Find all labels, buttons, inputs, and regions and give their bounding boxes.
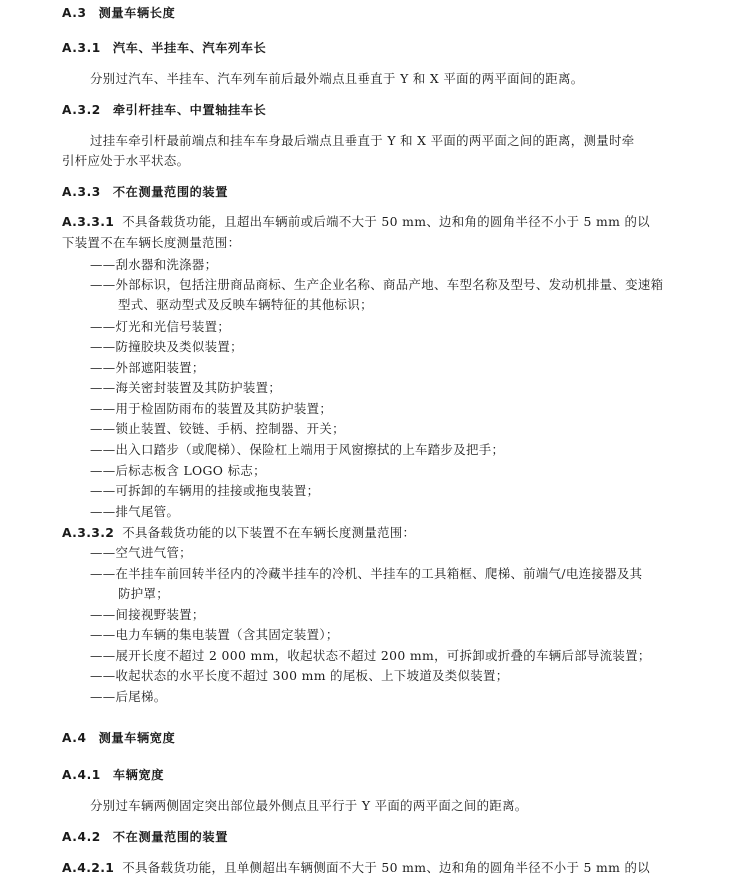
list-item: ——用于检固防雨布的装置及其防护装置； bbox=[90, 401, 333, 416]
list-item: ——展开长度不超过 2 000 mm，收起状态不超过 200 mm，可拆卸或折叠的车辆后部导流装置； bbox=[90, 648, 651, 663]
section-heading-a4 bbox=[62, 729, 175, 747]
list-item: ——出入口踏步（或爬梯）、保险杠上端用于风窗擦拭的上车踏步及把手； bbox=[90, 442, 505, 457]
clause-number: A.3.3.1 bbox=[62, 214, 115, 229]
clause-a332 bbox=[62, 524, 415, 542]
section-title: 不在测量范围的装置 bbox=[112, 185, 228, 199]
list-item: ——外部遮阳装置； bbox=[90, 360, 205, 375]
section-heading-a33 bbox=[62, 183, 228, 201]
list-item: ——后尾梯。 bbox=[90, 689, 167, 704]
section-title: 不在测量范围的装置 bbox=[112, 830, 228, 844]
clause-a421 bbox=[62, 859, 650, 877]
clause-text: 不具备载货功能，且超出车辆前或后端不大于 50 mm、边和角的圆角半径不小于 5 mm 的以 bbox=[122, 214, 650, 229]
list-item: ——空气进气管； bbox=[90, 545, 192, 560]
section-heading-a3 bbox=[62, 4, 175, 22]
paragraph-a32-line1: 过挂车牵引杆最前端点和挂车车身最后端点且垂直于 Y 和 X 平面的两平面之间的距离，测量时牵 bbox=[90, 133, 635, 148]
list-item: ——收起状态的水平长度不超过 300 mm 的尾板、上下坡道及类似装置； bbox=[90, 668, 509, 683]
list-item: ——外部标识，包括注册商品商标、生产企业名称、商品产地、车型名称及型号、发动机排量、变速箱 bbox=[90, 277, 664, 292]
clause-text: 不具备载货功能，且单侧超出车辆侧面不大于 50 mm、边和角的圆角半径不小于 5 mm 的以 bbox=[122, 860, 650, 875]
section-heading-a42 bbox=[62, 828, 228, 846]
paragraph-a32-line2: 引杆应处于水平状态。 bbox=[62, 153, 190, 168]
section-heading-a31 bbox=[62, 39, 266, 57]
section-number: A.3.2 bbox=[62, 103, 101, 117]
section-number: A.4 bbox=[62, 731, 87, 745]
section-title: 车辆宽度 bbox=[112, 768, 165, 782]
list-item: ——可拆卸的车辆用的挂接或拖曳装置； bbox=[90, 483, 320, 498]
list-item: ——防撞胶块及类似装置； bbox=[90, 339, 243, 354]
section-title: 牵引杆挂车、中置轴挂车长 bbox=[112, 103, 267, 117]
section-title: 汽车、半挂车、汽车列车长 bbox=[112, 41, 267, 55]
list-item-continuation: 防护罩； bbox=[118, 586, 169, 601]
section-number: A.3 bbox=[62, 6, 87, 20]
section-heading-a32 bbox=[62, 101, 266, 119]
list-item: ——海关密封装置及其防护装置； bbox=[90, 380, 282, 395]
list-item-continuation: 型式、驱动型式及反映车辆特征的其他标识； bbox=[118, 297, 373, 312]
list-item: ——锁止装置、铰链、手柄、控制器、开关； bbox=[90, 421, 345, 436]
section-title: 测量车辆长度 bbox=[98, 6, 176, 20]
list-item: ——灯光和光信号装置； bbox=[90, 319, 231, 334]
clause-a331-line2: 下装置不在车辆长度测量范围： bbox=[62, 235, 241, 250]
paragraph-a41: 分别过车辆两侧固定突出部位最外侧点且平行于 Y 平面的两平面之间的距离。 bbox=[90, 798, 528, 813]
list-item: ——间接视野装置； bbox=[90, 607, 205, 622]
clause-a331-line1 bbox=[62, 213, 650, 231]
list-item: ——后标志板含 LOGO 标志； bbox=[90, 463, 266, 478]
section-number: A.3.3 bbox=[62, 185, 101, 199]
list-item: ——电力车辆的集电装置（含其固定装置）； bbox=[90, 627, 339, 642]
list-item: ——在半挂车前回转半径内的冷藏半挂车的冷机、半挂车的工具箱框、爬梯、前端气/电连接器及其 bbox=[90, 566, 643, 581]
list-item: ——刮水器和洗涤器； bbox=[90, 257, 218, 272]
clause-text: 不具备载货功能的以下装置不在车辆长度测量范围： bbox=[122, 525, 416, 540]
clause-number: A.3.3.2 bbox=[62, 525, 115, 540]
section-number: A.3.1 bbox=[62, 41, 101, 55]
section-number: A.4.1 bbox=[62, 768, 101, 782]
section-number: A.4.2 bbox=[62, 830, 101, 844]
section-title: 测量车辆宽度 bbox=[98, 731, 176, 745]
clause-number: A.4.2.1 bbox=[62, 860, 115, 875]
paragraph-a31: 分别过汽车、半挂车、汽车列车前后最外端点且垂直于 Y 和 X 平面的两平面间的距离。 bbox=[90, 71, 584, 86]
list-item: ——排气尾管。 bbox=[90, 504, 180, 519]
section-heading-a41 bbox=[62, 766, 164, 784]
